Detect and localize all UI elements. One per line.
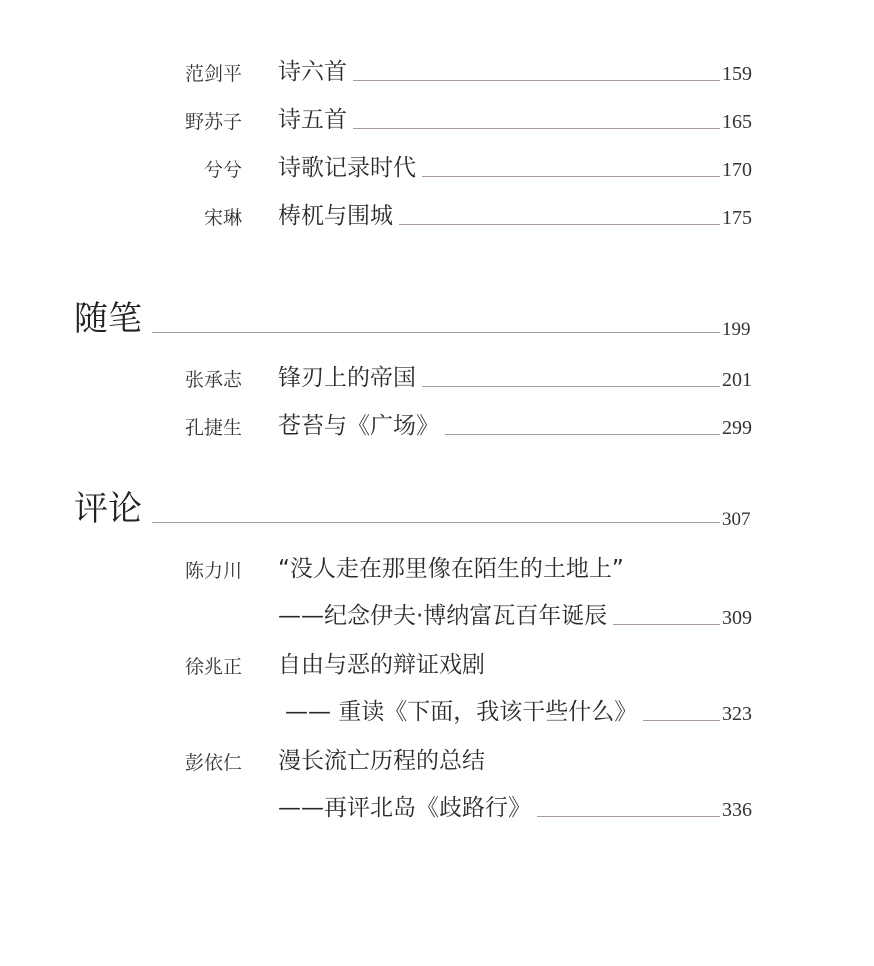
entry-subtitle: ——再评北岛《歧路行》 [278,794,537,822]
entry-title: 漫长流亡历程的总结 [278,747,491,775]
entry-page-number: 170 [722,159,752,181]
entry-author: 范剑平 [184,63,242,85]
entry-title: 自由与恶的辩证戏剧 [278,651,491,679]
entry-subtitle: —— 重读《下面，我该干些什么》 [285,698,643,726]
dot-leader [300,128,720,129]
entry-author: 陈力川 [184,560,242,582]
section-heading-reviews[interactable] [0,488,874,536]
entry-page-number: 175 [722,207,752,229]
entry-title: 诗歌记录时代 [278,154,422,182]
toc-entry[interactable] [0,410,874,446]
entry-title: 苍苔与《广场》 [278,412,445,440]
entry-page-number: 336 [722,799,752,821]
entry-title: 梼杌与围城 [278,202,399,230]
toc-entry-subtitle-line[interactable] [0,792,874,828]
dot-leader [152,522,720,523]
section-page-number: 199 [722,319,751,340]
entry-page-number: 159 [722,63,752,85]
section-heading-essays[interactable] [0,298,874,346]
toc-entry-title-line[interactable] [0,553,874,589]
section-title: 随笔 [74,298,150,340]
toc-entry-subtitle-line[interactable] [0,600,874,636]
entry-title: 诗六首 [278,58,353,86]
entry-page-number: 299 [722,417,752,439]
entry-page-number: 165 [722,111,752,133]
toc-entry-title-line[interactable] [0,745,874,781]
entry-author: 张承志 [184,369,242,391]
toc-entry-title-line[interactable] [0,649,874,685]
entry-author: 野苏子 [184,111,242,133]
section-page-number: 307 [722,509,751,530]
toc-entry[interactable] [0,200,874,236]
entry-author: 徐兆正 [184,656,242,678]
toc-entry[interactable] [0,362,874,398]
entry-author: 孔捷生 [184,417,242,439]
entry-title: “没人走在那里像在陌生的土地上” [278,555,630,583]
toc-entry-subtitle-line[interactable] [0,696,874,732]
entry-page-number: 309 [722,607,752,629]
entry-page-number: 201 [722,369,752,391]
entry-title: 锋刃上的帝国 [278,364,422,392]
dot-leader [300,80,720,81]
entry-author: 兮兮 [203,159,242,181]
entry-author: 宋琳 [203,207,242,229]
entry-author: 彭依仁 [184,752,242,774]
dot-leader [152,332,720,333]
toc-entry[interactable] [0,104,874,140]
section-title: 评论 [74,488,150,530]
entry-title: 诗五首 [278,106,353,134]
toc-entry[interactable] [0,56,874,92]
entry-page-number: 323 [722,703,752,725]
entry-subtitle: ——纪念伊夫·博纳富瓦百年诞辰 [278,602,613,630]
toc-entry[interactable] [0,152,874,188]
